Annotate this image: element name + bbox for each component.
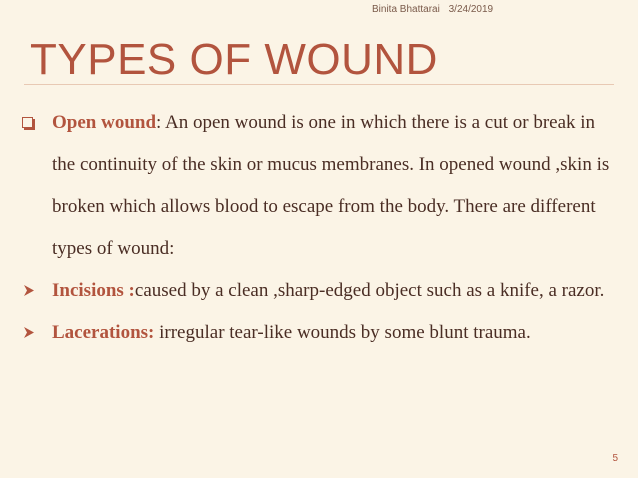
title-divider [24,84,614,85]
slide-title: TYPES OF WOUND [30,35,438,84]
bullet-lacerations [22,312,612,354]
square-checkbox-icon [22,117,33,128]
author-name: Binita Bhattarai [372,4,440,15]
bullet-incisions [22,270,612,312]
slide-date: 3/24/2019 [448,4,494,15]
bullet-list [22,102,612,354]
bullet-text: caused by a clean ,sharp-edged object such as a knife, a razor. [134,280,605,301]
bullet-term: Lacerations: [52,322,155,343]
bullet-term: Open wound [52,112,157,133]
page-number: 5 [612,453,618,464]
bullet-open-wound [22,102,612,270]
bullet-text: irregular tear-like wounds by some blunt trauma. [154,322,531,343]
bullet-text: : An open wound is one in which there is a cut or break in the continuity of the skin or mucus membranes. In opened wound ,skin is broken which allows blood to escape from the body. There are different types of wound: [52,112,610,259]
bullet-term: Incisions : [52,280,135,301]
slide-header-meta [372,4,493,15]
